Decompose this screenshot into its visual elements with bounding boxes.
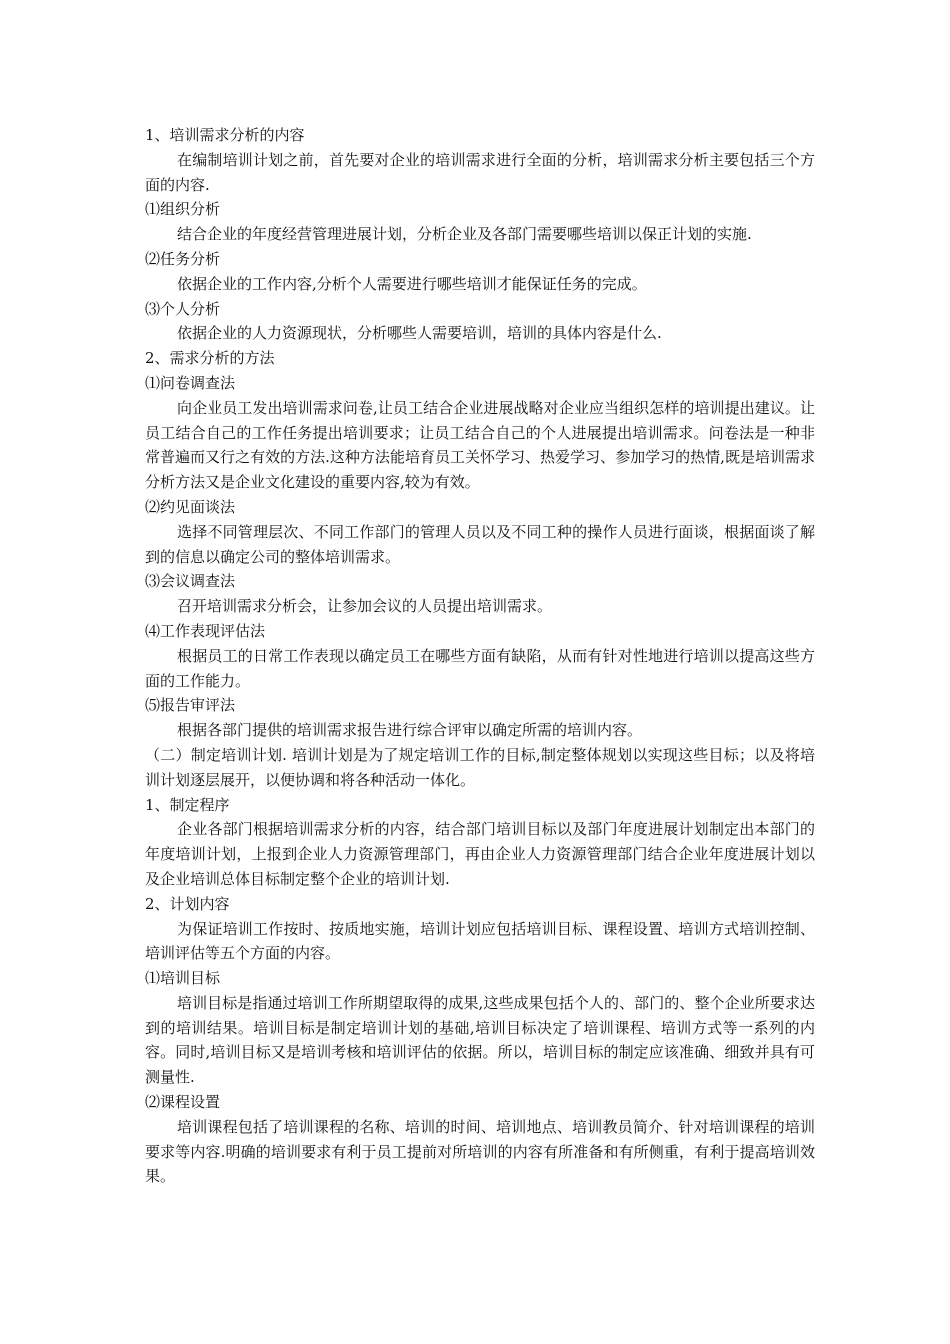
- body-paragraph: 依据企业的工作内容,分析个人需要进行哪些培训才能保证任务的完成。: [177, 274, 647, 293]
- section-heading-plan-content: 2、计划内容: [145, 894, 230, 913]
- body-paragraph: 召开培训需求分析会，让参加会议的人员提出培训需求。: [177, 597, 553, 616]
- section-heading-analysis-methods: 2、需求分析的方法: [145, 349, 275, 368]
- body-paragraph: 结合企业的年度经营管理进展计划，分析企业及各部门需要哪些培训以保正计划的实施.: [177, 225, 752, 244]
- document-body: [145, 123, 815, 1189]
- subheading-questionnaire: ⑴问卷调查法: [145, 373, 236, 392]
- section-heading-make-training-plan: （二）制定培训计划. 培训计划是为了规定培训工作的目标,制定整体规划以实现这些目标；以及将培训计划逐层展开，以便协调和将各种活动一体化。: [145, 745, 815, 789]
- subheading-personal-analysis: ⑶个人分析: [145, 299, 221, 318]
- body-paragraph: 在编制培训计划之前，首先要对企业的培训需求进行全面的分析，培训需求分析主要包括三个方面的内容.: [145, 150, 815, 194]
- subheading-task-analysis: ⑵任务分析: [145, 249, 221, 268]
- body-paragraph: 向企业员工发出培训需求问卷,让员工结合企业进展战略对企业应当组织怎样的培训提出建议。让员工结合自己的工作任务提出培训要求；让员工结合自己的个人进展提出培训需求。问卷法是一种非常普遍而又行之有效的方法.这种方法能培育员工关怀学习、热爱学习、参加学习的热情,既是培训需求分析方法又是企业文化建设的重要内容,较为有效。: [145, 398, 815, 492]
- subheading-performance-evaluation: ⑷工作表现评估法: [145, 621, 266, 640]
- subheading-report-review: ⑸报告审评法: [145, 696, 236, 715]
- body-paragraph: 依据企业的人力资源现状，分析哪些人需要培训，培训的具体内容是什么.: [177, 324, 662, 343]
- body-paragraph: 企业各部门根据培训需求分析的内容，结合部门培训目标以及部门年度进展计划制定出本部门的年度培训计划，上报到企业人力资源管理部门，再由企业人力资源管理部门结合企业年度进展计划以及企业培训总体目标制定整个企业的培训计划.: [145, 820, 815, 888]
- body-paragraph: 培训课程包括了培训课程的名称、培训的时间、培训地点、培训教员简介、针对培训课程的培训要求等内容.明确的培训要求有利于员工提前对所培训的内容有所准备和有所侧重，有利于提高培训效果。: [145, 1117, 815, 1186]
- section-heading-demand-analysis-content: 1、培训需求分析的内容: [145, 126, 305, 144]
- body-paragraph: 培训目标是指通过培训工作所期望取得的成果,这些成果包括个人的、部门的、整个企业所要求达到的培训结果。培训目标是制定培训计划的基础,培训目标决定了培训课程、培训方式等一系列的内容。同时,培训目标又是培训考核和培训评估的依据。所以，培训目标的制定应该准确、细致并具有可测量性.: [145, 993, 815, 1087]
- body-paragraph: 选择不同管理层次、不同工作部门的管理人员以及不同工种的操作人员进行面谈，根据面谈了解到的信息以确定公司的整体培训需求。: [145, 522, 815, 566]
- subheading-meeting-survey: ⑶会议调查法: [145, 572, 236, 591]
- body-paragraph: 根据员工的日常工作表现以确定员工在哪些方面有缺陷，从而有针对性地进行培训以提高这些方面的工作能力。: [145, 646, 815, 690]
- body-paragraph: 为保证培训工作按时、按质地实施，培训计划应包括培训目标、课程设置、培训方式培训控制、培训评估等五个方面的内容。: [145, 919, 815, 963]
- section-heading-procedure: 1、制定程序: [145, 795, 230, 814]
- subheading-organization-analysis: ⑴组织分析: [145, 200, 221, 219]
- subheading-training-goal: ⑴培训目标: [145, 969, 221, 988]
- body-paragraph: 根据各部门提供的培训需求报告进行综合评审以确定所需的培训内容。: [177, 721, 643, 740]
- subheading-interview: ⑵约见面谈法: [145, 497, 236, 516]
- subheading-course-setup: ⑵课程设置: [145, 1093, 221, 1112]
